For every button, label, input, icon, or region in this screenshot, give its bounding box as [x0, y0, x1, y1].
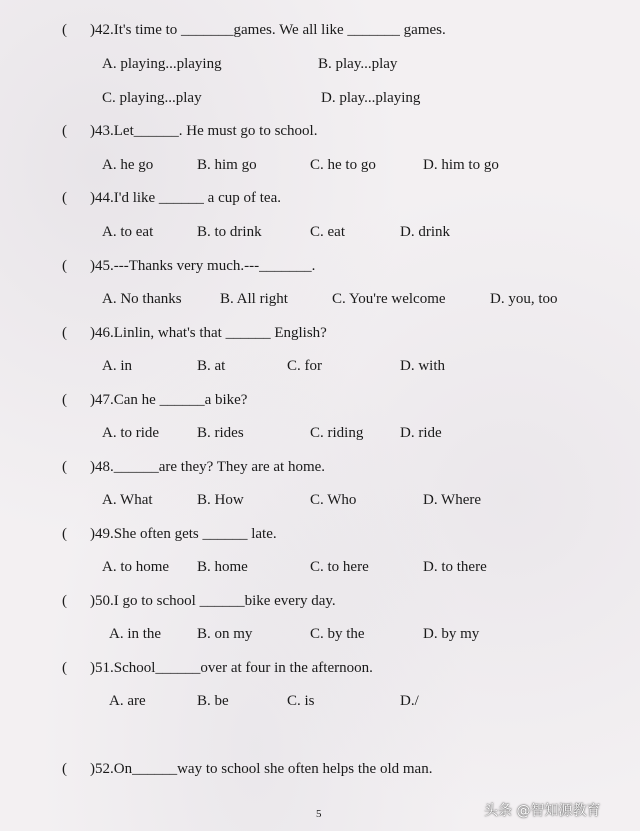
- question-50: [62, 592, 336, 610]
- option-d: D. him to go: [423, 157, 499, 173]
- option-d: D. ride: [400, 425, 442, 441]
- option-b: B. on my: [197, 626, 253, 642]
- option-b: B. him go: [197, 157, 257, 173]
- question-51: [62, 659, 373, 677]
- option-a: A. playing...playing: [102, 56, 222, 72]
- answer-bracket[interactable]: (: [62, 660, 67, 676]
- option-a: A. he go: [102, 157, 154, 173]
- question-45: [62, 257, 315, 275]
- question-text: )46.Linlin, what's that ______ English?: [90, 325, 327, 341]
- answer-bracket[interactable]: (: [62, 22, 67, 38]
- answer-bracket[interactable]: (: [62, 258, 67, 274]
- option-c: C. he to go: [310, 157, 376, 173]
- question-44: [62, 189, 281, 207]
- question-46: [62, 324, 327, 342]
- answer-bracket[interactable]: (: [62, 392, 67, 408]
- answer-bracket[interactable]: (: [62, 325, 67, 341]
- option-a: A. are: [109, 693, 146, 709]
- option-d: D. Where: [423, 492, 482, 508]
- question-text: )47.Can he ______a bike?: [90, 392, 248, 408]
- question-text: )52.On______way to school she often helps the old man.: [90, 761, 433, 777]
- question-text: )44.I'd like ______ a cup of tea.: [90, 190, 281, 206]
- question-text: )43.Let______. He must go to school.: [90, 123, 318, 139]
- option-c: C. eat: [310, 224, 345, 240]
- option-d: D. play...playing: [321, 90, 421, 106]
- option-d: D. drink: [400, 224, 450, 240]
- option-b: B. to drink: [197, 224, 262, 240]
- option-a: A. in the: [109, 626, 162, 642]
- question-text: )50.I go to school ______bike every day.: [90, 593, 336, 609]
- option-c: C. riding: [310, 425, 364, 441]
- answer-bracket[interactable]: (: [62, 526, 67, 542]
- answer-bracket[interactable]: (: [62, 123, 67, 139]
- option-d: D./: [400, 693, 419, 709]
- question-text: )42.It's time to _______games. We all like _______ games.: [90, 22, 446, 38]
- option-c: C. is: [287, 693, 315, 709]
- option-b: B. play...play: [318, 56, 398, 72]
- question-48: [62, 458, 325, 476]
- source-watermark: 头条 @智知源教育: [484, 803, 601, 819]
- option-c: C. by the: [310, 626, 365, 642]
- question-49: [62, 525, 277, 543]
- option-c: C. for: [287, 358, 322, 374]
- option-b: B. rides: [197, 425, 244, 441]
- option-c: C. Who: [310, 492, 357, 508]
- option-d: D. to there: [423, 559, 487, 575]
- answer-bracket[interactable]: (: [62, 190, 67, 206]
- option-a: A. What: [102, 492, 153, 508]
- page-number: 5: [316, 808, 322, 820]
- option-d: D. you, too: [490, 291, 558, 307]
- question-text: )51.School______over at four in the afternoon.: [90, 660, 373, 676]
- option-c: C. to here: [310, 559, 369, 575]
- option-b: B. How: [197, 492, 244, 508]
- option-c: C. You're welcome: [332, 291, 446, 307]
- question-42: [62, 21, 446, 39]
- answer-bracket[interactable]: (: [62, 459, 67, 475]
- question-text: )48.______are they? They are at home.: [90, 459, 326, 475]
- question-text: )49.She often gets ______ late.: [90, 526, 277, 542]
- option-d: D. by my: [423, 626, 480, 642]
- option-b: B. All right: [220, 291, 288, 307]
- option-b: B. at: [197, 358, 226, 374]
- option-b: B. be: [197, 693, 229, 709]
- option-c: C. playing...play: [102, 90, 202, 106]
- option-a: A. in: [102, 358, 132, 374]
- option-d: D. with: [400, 358, 445, 374]
- answer-bracket[interactable]: (: [62, 593, 67, 609]
- question-text: )45.---Thanks very much.---_______.: [90, 258, 316, 274]
- option-a: A. to home: [102, 559, 170, 575]
- question-52: [62, 760, 432, 778]
- option-a: A. to eat: [102, 224, 154, 240]
- option-a: A. to ride: [102, 425, 160, 441]
- option-a: A. No thanks: [102, 291, 182, 307]
- answer-bracket[interactable]: (: [62, 761, 67, 777]
- question-47: [62, 391, 247, 409]
- question-43: [62, 122, 317, 140]
- option-b: B. home: [197, 559, 248, 575]
